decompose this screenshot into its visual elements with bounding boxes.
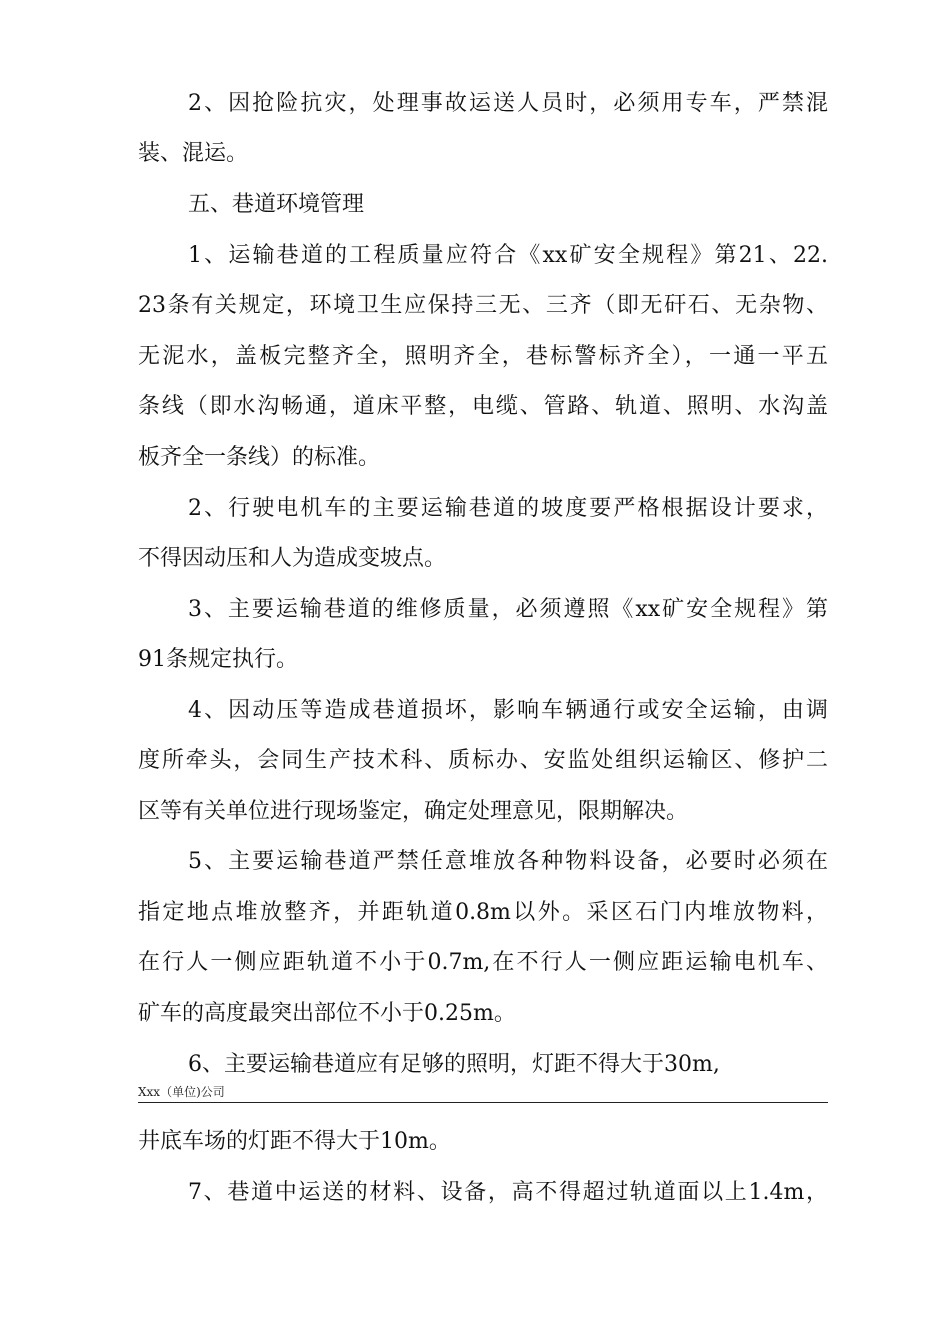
text-line: 无泥水，盖板完整齐全，照明齐全，巷标警标齐全），一通一平五 [138,344,828,369]
text-line: 3、主要运输巷道的维修质量，必须遵照《xx矿安全规程》第 [188,597,828,622]
text-line: 矿车的高度最突出部位不小于0.25m。 [138,1001,516,1026]
text-line: 井底车场的灯距不得大于10m。 [138,1129,451,1154]
text-line: 7、巷道中运送的材料、设备，高不得超过轨道面以上1.4m， [188,1180,828,1205]
text-line: 度所牵头，会同生产技术科、质标办、安监处组织运输区、修护二 [138,748,828,773]
text-line: 条线（即水沟畅通，道床平整，电缆、管路、轨道、照明、水沟盖 [138,394,828,419]
text-line: 不得因动压和人为造成变坡点。 [138,546,447,571]
section-heading: 五、巷道环境管理 [188,192,365,217]
text-line: 2、因抢险抗灾，处理事故运送人员时，必须用专车，严禁混 [188,91,828,116]
text-line: 5、主要运输巷道严禁任意堆放各种物料设备，必要时必须在 [188,849,828,874]
text-line: 91条规定执行。 [138,647,298,672]
text-line: 1、运输巷道的工程质量应符合《xx矿安全规程》第21、22. [188,243,828,268]
text-line: 6、主要运输巷道应有足够的照明，灯距不得大于30m, [188,1052,720,1077]
text-line: 指定地点堆放整齐，并距轨道0.8m以外。采区石门内堆放物料， [138,900,828,925]
footer-divider [138,1102,828,1103]
text-line: 区等有关单位进行现场鉴定，确定处理意见，限期解决。 [138,799,689,824]
text-line: 装、混运。 [138,141,249,166]
text-line: 在行人一侧应距轨道不小于0.7m,在不行人一侧应距运输电机车、 [138,950,828,975]
footer-company: Xxx（单位)公司 [138,1085,225,1099]
text-line: 4、因动压等造成巷道损坏，影响车辆通行或安全运输，由调 [188,698,828,723]
text-line: 2、行驶电机车的主要运输巷道的坡度要严格根据设计要求， [188,496,828,521]
text-line: 23条有关规定，环境卫生应保持三无、三齐（即无矸石、无杂物、 [138,293,828,318]
text-line: 板齐全一条线）的标准。 [138,445,381,470]
